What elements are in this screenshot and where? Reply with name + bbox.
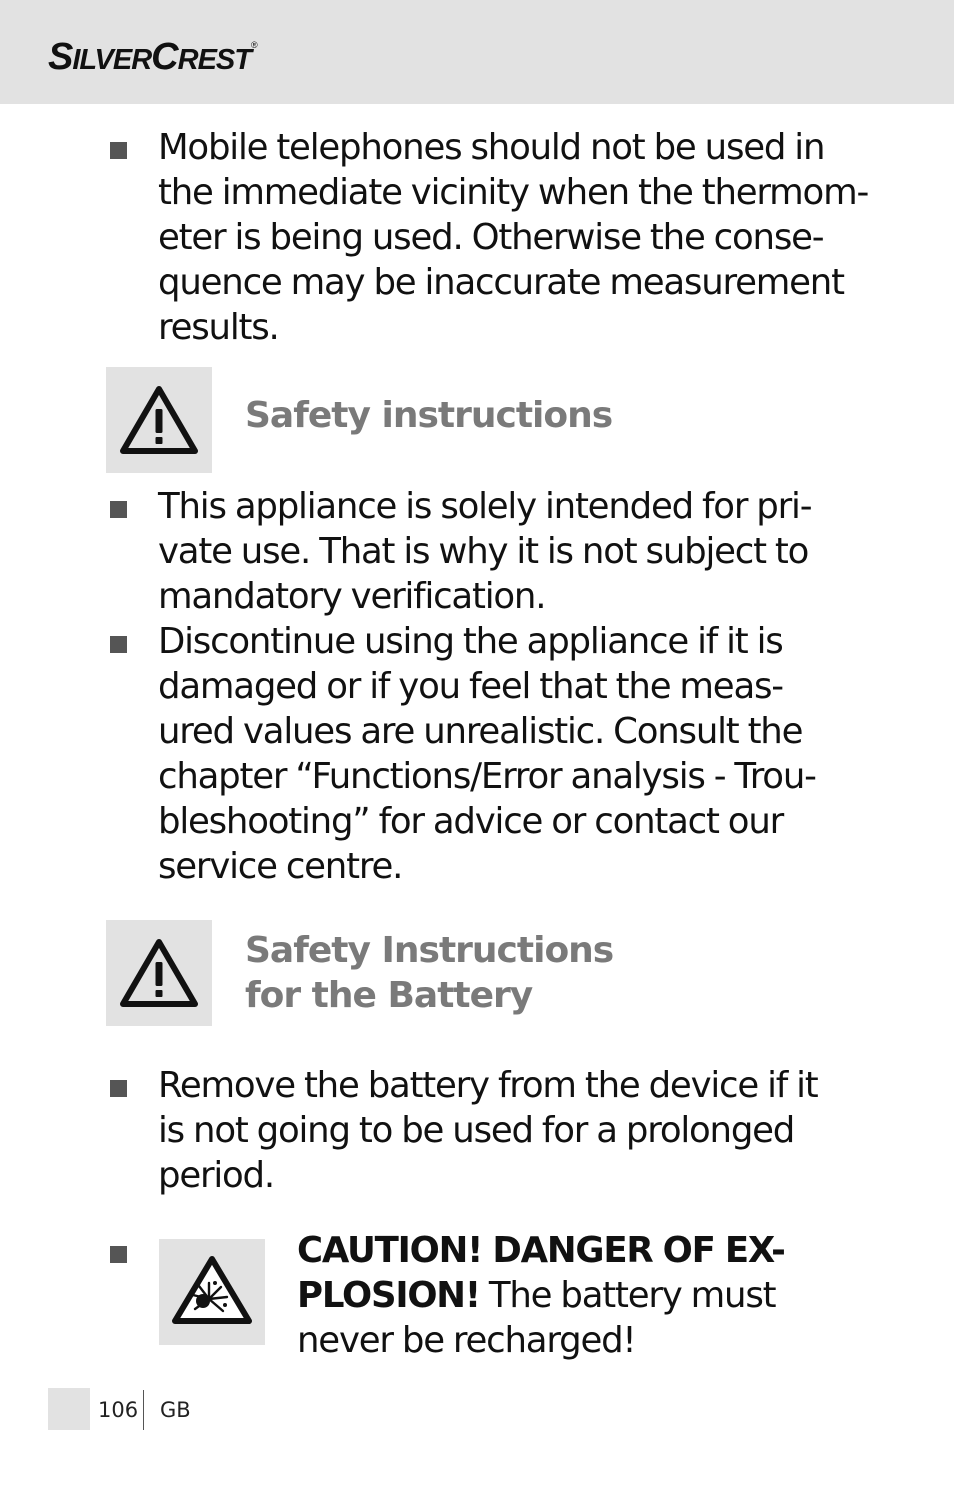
bullet-marker [110, 1080, 127, 1097]
page-header [0, 0, 954, 104]
bullet-marker [110, 501, 127, 518]
battery-bullet-1: Remove the battery from the device if it is not going to be used for a prolonged period. [158, 1065, 818, 1196]
bullet-marker [110, 1246, 127, 1263]
safety-bullet-2: Discontinue using the appliance if it is damaged or if you feel that the meas- ured values are unrealistic. Consult the chapter “Functions/Error analysis - Trou- bleshooting” for advice or contact our service centre. [158, 621, 816, 887]
battery-heading: Safety Instructions for the Battery [245, 930, 614, 1016]
warning-triangle-icon [106, 367, 212, 473]
explosion-warning-icon [159, 1239, 265, 1345]
intro-paragraph: Mobile telephones should not be used in the immediate vicinity when the thermom- eter is being used. Otherwise the conse- quence may be inaccurate measurement results. [158, 127, 869, 348]
safety-bullet-1: This appliance is solely intended for pri- vate use. That is why it is not subject to mandatory verification. [158, 486, 812, 617]
explosion-warning-box [159, 1239, 265, 1345]
page-number: 106 [98, 1398, 139, 1422]
battery-warning-box [106, 920, 212, 1026]
safety-heading: Safety instructions [245, 395, 613, 436]
bullet-marker [110, 636, 127, 653]
warning-triangle-icon [106, 920, 212, 1026]
caution-text: CAUTION! DANGER OF EX- PLOSION! The battery must never be recharged! [297, 1230, 785, 1361]
bullet-marker [110, 142, 127, 159]
safety-warning-box [106, 367, 212, 473]
footer-divider [143, 1390, 144, 1430]
language-code: GB [160, 1398, 191, 1422]
brand-logo: SILVERCREST® [48, 36, 257, 78]
footer-marker [48, 1388, 90, 1430]
